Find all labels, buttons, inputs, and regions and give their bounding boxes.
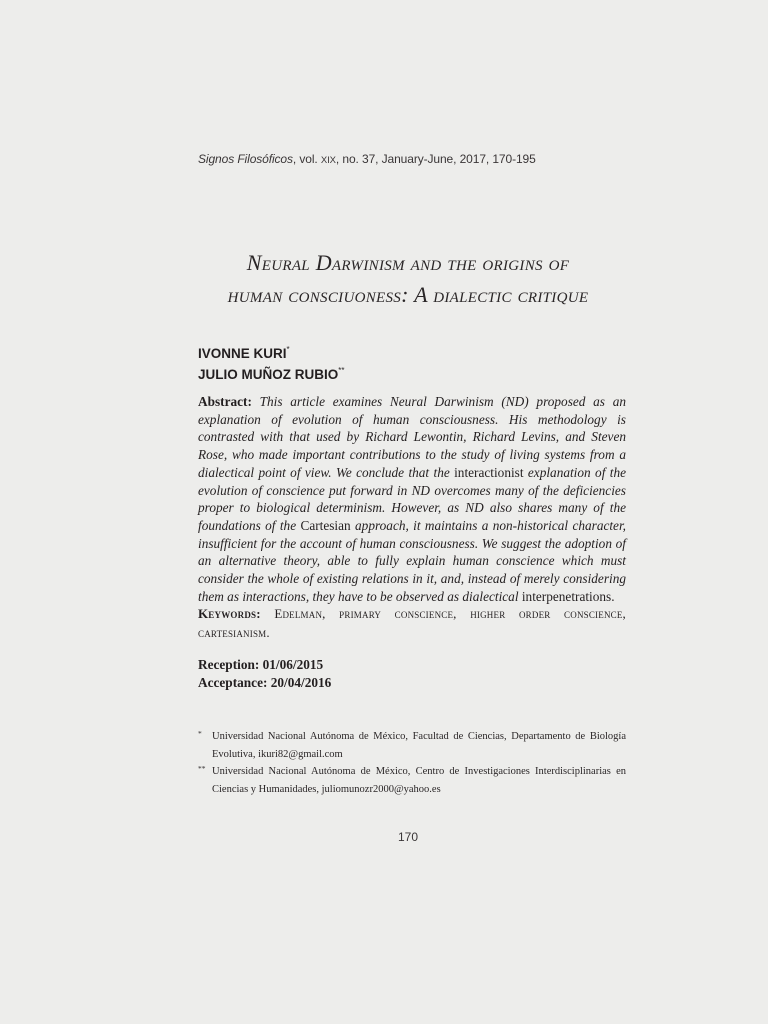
- keywords: [198, 604, 626, 642]
- volume-prefix: , vol.: [292, 152, 321, 166]
- author-2-name: JULIO MUÑOZ RUBIO: [198, 367, 339, 382]
- dates: [198, 656, 498, 692]
- page-number: 170: [397, 830, 419, 844]
- abstract-text-2: explanation of the evolution of conscience put forward in ND overcomes many of the deficiencies proper to biological determinism. However, as ND also shares many of the foundations of the: [198, 464, 626, 533]
- author-1: [198, 341, 498, 362]
- footnote-1-text: Universidad Nacional Autónoma de México, Facultad de Ciencias, Departamento de Biología Evolutiva, ikuri82@gmail.com: [212, 731, 626, 760]
- volume-number: XIX: [320, 155, 336, 166]
- title-line-1: Neural Darwinism and the origins of: [246, 250, 570, 275]
- abstract: [198, 393, 626, 605]
- footnotes: [198, 728, 626, 798]
- keywords-text: Edelman, primary conscience, higher order conscience, cartesianism.: [198, 606, 626, 640]
- footnote-2-text: Universidad Nacional Autónoma de México, Centro de Investigaciones Interdisciplinarias en Ciencias y Humanidades, juliomunozr2000@yahoo.es: [212, 766, 626, 795]
- abstract-upright-2: Cartesian: [300, 517, 351, 533]
- author-2-mark: **: [338, 366, 345, 375]
- title-line-2: human consciuoness: A dialectic critique: [227, 282, 589, 307]
- abstract-text-3: approach, it maintains a non-historical character, insufficient for the account of human consciousness. We suggest the adoption of an alternative theory, able to fully explain human conscience which must consider the whole of existing relations in it, and, instead of merely considering them as interactions, they have to be observed as dialectical: [198, 517, 626, 604]
- abstract-upright-3: interpenetrations.: [521, 588, 615, 604]
- issue-info: , no. 37, January-June, 2017, 170-195: [335, 152, 536, 166]
- author-list: [198, 341, 498, 383]
- running-head: [198, 152, 618, 166]
- abstract-upright-1: interactionist: [454, 464, 524, 480]
- footnote-2-mark: **: [198, 764, 206, 773]
- abstract-text-1: This article examines Neural Darwinism (ND) proposed as an explanation of evolution of human consciousness. His methodology is contrasted with that used by Richard Lewontin, Richard Levins, and Steven Rose, who made important contributions to the study of living systems from a dialectical point of view. We conclude that the: [198, 394, 626, 480]
- abstract-label: Abstract:: [198, 394, 252, 409]
- footnote-2: [198, 763, 626, 798]
- author-2: [198, 362, 498, 383]
- article-title: [190, 247, 626, 311]
- footnote-1-mark: *: [198, 729, 202, 738]
- reception-date: Reception: 01/06/2015: [198, 657, 324, 672]
- keywords-label: Keywords:: [198, 606, 261, 621]
- journal-name: Signos Filosóficos: [198, 152, 293, 166]
- author-1-name: IVONNE KURI: [198, 346, 287, 361]
- author-1-mark: *: [286, 345, 290, 354]
- footnote-1: [198, 728, 626, 763]
- acceptance-date: Acceptance: 20/04/2016: [198, 675, 332, 690]
